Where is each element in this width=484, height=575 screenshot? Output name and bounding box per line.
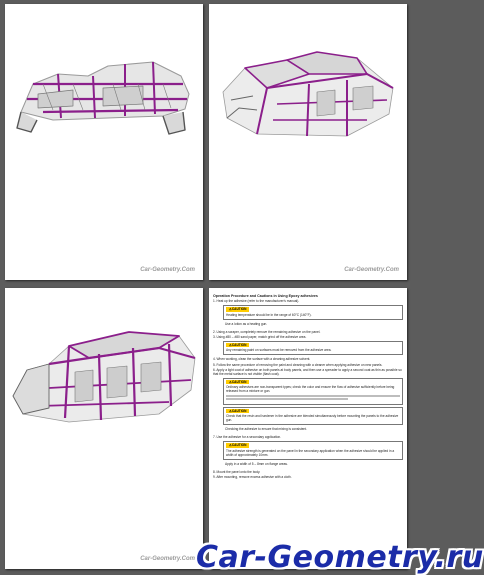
procedure-step: 1. Heat up the adhesive (refer to the manufacturer's manual). (213, 299, 300, 304)
page-watermark: Car-Geometry.Com (140, 267, 195, 273)
caution-text: Any remaining paint on surfaces must be removed from the adhesive area. (226, 348, 332, 353)
body-side-illustration (13, 54, 195, 140)
site-watermark: Car-Geometry.ru (196, 540, 484, 575)
caution-text: Check that the resin and hardener in the adhesive are blended simultaneously before mounting the panels to the adhesive gun. (226, 414, 399, 423)
caution-box (223, 378, 403, 405)
body-frame-rear-illustration (9, 318, 199, 430)
note: Checking the adhesive to ensure that mixing is consistent. (225, 427, 308, 432)
manual-page-1 (5, 4, 203, 280)
page-watermark: Car-Geometry.Com (140, 556, 195, 562)
caution-box (223, 441, 403, 460)
manual-page-3 (5, 288, 203, 569)
note: Use a lotion as a heating gun. (225, 321, 268, 326)
procedure-text (213, 294, 403, 480)
caution-label: ⚠ CAUTION (226, 307, 249, 311)
procedure-step: 5. Follow the same procedure of removing the paint and cleaning with a cleaner when applying adhesive on new panels. (213, 362, 383, 367)
caution-box (223, 305, 403, 320)
procedure-step: 6. Apply a light coat of adhesive on both panels at body panels, and then use a spreader to apply a second coat as thin as possible so that the metal surface is not visible (flash coat). (213, 367, 402, 376)
caution-text: Heating temperature should be in the range of 60°C (140°F). (226, 312, 312, 317)
manual-page-4 (209, 288, 407, 569)
caution-text: The adhesive strength is generated on the panel in the secondary application when the adhesive should be applied in a width of approximately 10mm. (226, 448, 395, 457)
body-frame-front-illustration (217, 44, 401, 144)
procedure-step: 8. Mount the panel onto the body. (213, 470, 261, 475)
caution-text: Ordinary adhesives are non-transparent types; check the color and ensure the flow of adhesive sufficiently before being released from a mixture or gun. (226, 385, 395, 394)
procedure-step: 7. Use the adhesive for a secondary application. (213, 435, 282, 440)
manual-page-2 (209, 4, 407, 280)
procedure-heading: Operation Procedure and Cautions in Using Epoxy adhesives (213, 294, 318, 298)
caution-label: ⚠ CAUTION (226, 443, 249, 447)
caution-label: ⚠ CAUTION (226, 343, 249, 347)
caution-box (223, 341, 403, 356)
caution-label: ⚠ CAUTION (226, 380, 249, 384)
procedure-step: 4. When working, clean the surface with a cleaning adhesive solvent. (213, 357, 311, 362)
page-watermark: Car-Geometry.Com (344, 267, 399, 273)
caution-label: ⚠ CAUTION (226, 409, 249, 413)
procedure-step: 3. Using #80 – #80 sand paper, match grind off the adhesive area. (213, 334, 307, 339)
note: Apply in a width of 5 – 8mm on flange areas. (225, 461, 288, 466)
caution-box (223, 407, 403, 426)
procedure-step: 9. After mounting, remove excess adhesive with a cloth. (213, 475, 292, 480)
procedure-step: 2. Using a scraper, completely remove the remaining adhesive on the panel. (213, 329, 321, 334)
